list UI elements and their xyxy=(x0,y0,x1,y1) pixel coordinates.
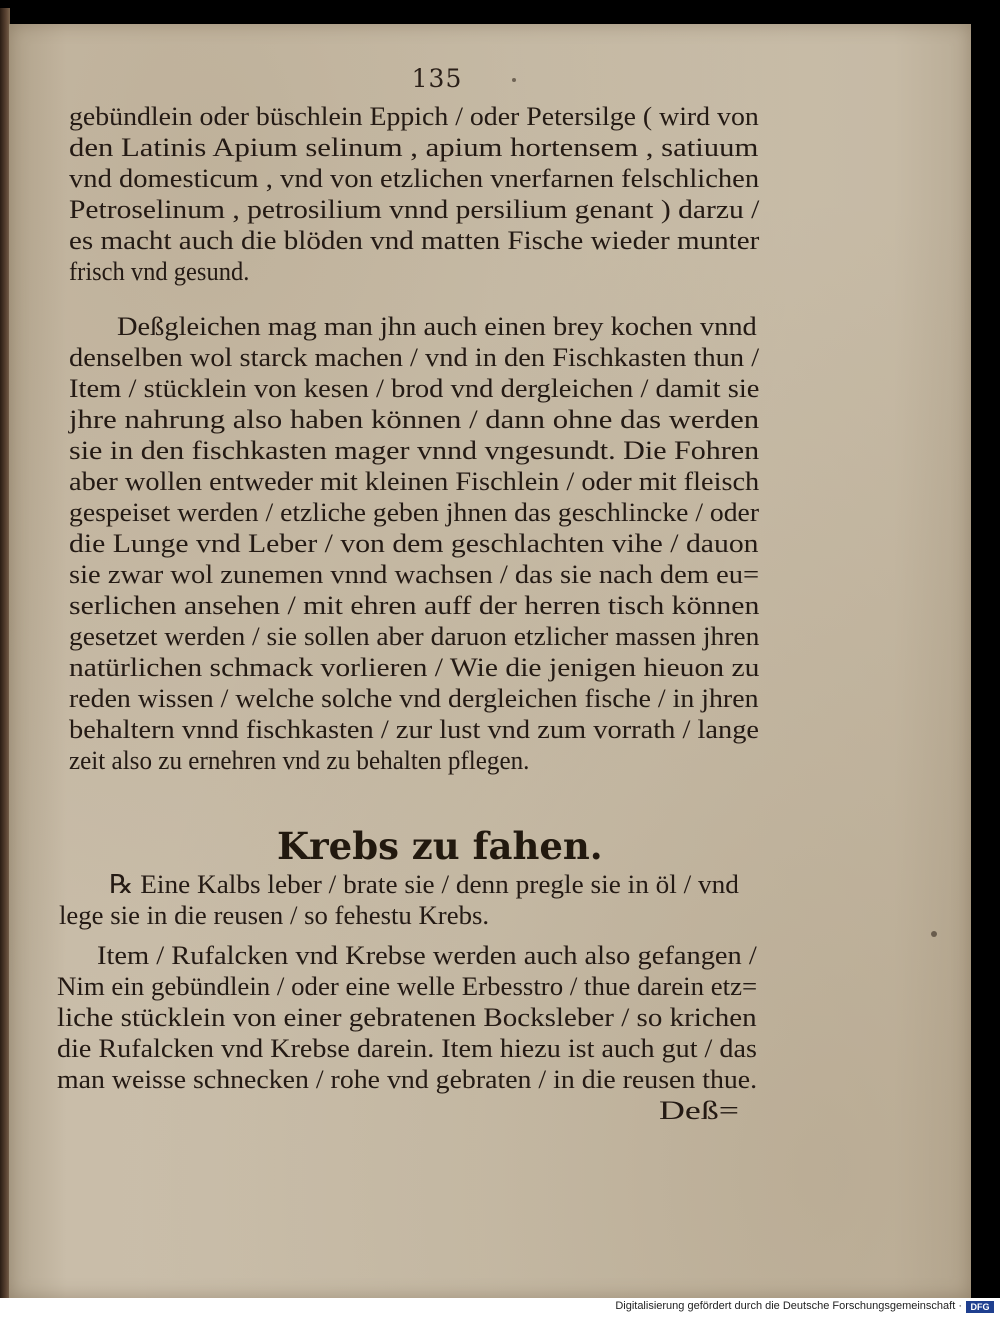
text-line: ℞ Eine Kalbs leber / brate sie / denn pregle sie in öl / vnd xyxy=(109,870,739,899)
catchword: Deß= xyxy=(659,1096,739,1125)
text-line: Item / Rufalcken vnd Krebse werden auch also gefangen / xyxy=(97,941,757,970)
text-line: sie zwar wol zunemen vnnd wachsen / das sie nach dem eu= xyxy=(69,560,760,589)
text-line: lege sie in die reusen / so fehestu Krebs. xyxy=(59,901,490,930)
text-line: gebündlein oder büschlein Eppich / oder Petersilge ( wird von xyxy=(69,102,759,131)
ink-speck xyxy=(931,931,937,937)
funding-credit: Digitalisierung gefördert durch die Deutsche Forschungsgemeinschaft · xyxy=(615,1300,962,1312)
text-line: vnd domesticum , vnd von etzlichen vnerfarnen felschlichen xyxy=(69,164,760,193)
section-heading: Krebs zu fahen. xyxy=(277,824,603,868)
text-line: jhre nahrung also haben können / dann ohne das werden xyxy=(69,405,760,434)
text-line: zeit also zu ernehren vnd zu behalten pflegen. xyxy=(69,746,530,775)
text-line: frisch vnd gesund. xyxy=(69,257,250,286)
text-line: aber wollen entweder mit kleinen Fischlein / oder mit fleisch xyxy=(69,467,760,496)
text-line: es macht auch die blöden vnd matten Fische wieder munter xyxy=(69,226,760,255)
text-line: die Lunge vnd Leber / von dem geschlachten vihe / dauon xyxy=(69,529,759,558)
text-line: Nim ein gebündlein / oder eine welle Erbesstro / thue darein etz= xyxy=(57,972,758,1001)
page-number: 135 xyxy=(411,64,463,93)
text-line: gesetzet werden / sie sollen aber daruon etzlicher massen jhren xyxy=(69,622,760,651)
text-line: Petroselinum , petrosilium vnnd persilium genant ) darzu / xyxy=(69,195,760,224)
text-line: man weisse schnecken / rohe vnd gebraten / in die reusen thue. xyxy=(57,1065,758,1094)
dfg-logo: DFG xyxy=(966,1301,994,1313)
text-line: reden wissen / welche solche vnd dergleichen fische / in jhren xyxy=(69,684,759,713)
text-line: Item / stücklein von kesen / brod vnd dergleichen / damit sie xyxy=(69,374,760,403)
text-line: behaltern vnnd fischkasten / zur lust vnd zum vorrath / lange xyxy=(69,715,760,744)
text-line: natürlichen schmack vorlieren / Wie die jenigen hieuon zu xyxy=(69,653,760,682)
text-line: den Latinis Apium selinum , apium hortensem , satiuum xyxy=(69,133,759,162)
footer-bar xyxy=(0,1298,1000,1317)
text-line: denselben wol starck machen / vnd in den Fischkasten thun / xyxy=(69,343,760,372)
text-line: serlichen ansehen / mit ehren auff der herren tisch können xyxy=(69,591,760,620)
text-line: Deßgleichen mag man jhn auch einen brey kochen vnnd xyxy=(117,312,757,341)
book-page xyxy=(9,24,971,1298)
text-line: gespeiset werden / etzliche geben jhnen das geschlincke / oder xyxy=(69,498,760,527)
ink-speck xyxy=(512,78,516,82)
text-line: liche stücklein von einer gebratenen Bocksleber / so krichen xyxy=(57,1003,757,1032)
text-line: sie in den fischkasten mager vnnd vngesundt. Die Fohren xyxy=(69,436,760,465)
text-line: die Rufalcken vnd Krebse darein. Item hiezu ist auch gut / das xyxy=(57,1034,757,1063)
